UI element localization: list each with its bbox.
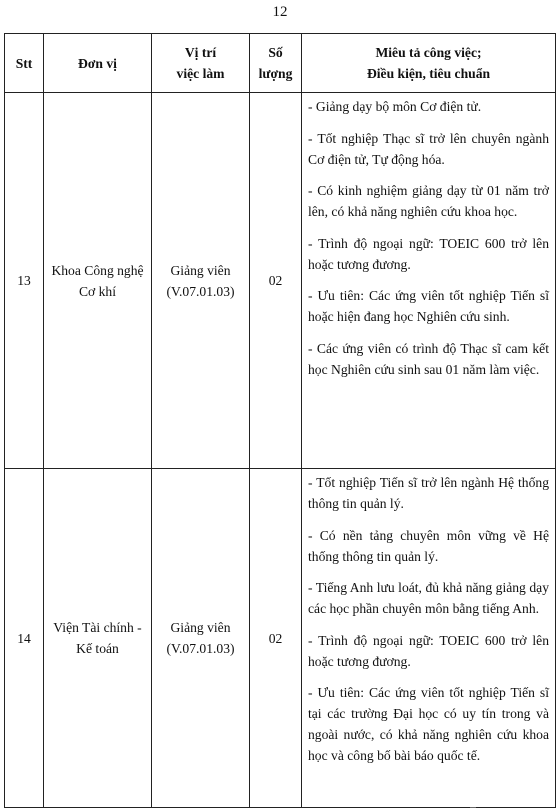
header-position-line1: Vị trí — [184, 45, 217, 60]
description-item: - Tiếng Anh lưu loát, đủ khả năng giảng dạy các học phần chuyên môn bằng tiếng Anh. — [308, 580, 549, 616]
page-number: 12 — [272, 4, 288, 20]
job-listing-table — [4, 33, 556, 808]
cell-stt: 14 — [5, 469, 44, 808]
description-item: - Có nền tảng chuyên môn vững về Hệ thống thông tin quản lý. — [308, 527, 549, 564]
table-row — [5, 93, 556, 469]
header-description-line2: Điều kiện, tiêu chuẩn — [366, 66, 491, 81]
cell-quantity: 02 — [250, 93, 302, 469]
description-item: - Ưu tiên: Các ứng viên tốt nghiệp Tiến sĩ tại các trường Đại học có uy tín trong và ngoài nước, có khả năng nghiên cứu khoa học và công bố bài báo quốc tế. — [308, 685, 549, 763]
cell-quantity: 02 — [250, 469, 302, 808]
header-description-line1: Miêu tả công việc; — [375, 45, 482, 60]
description-item: - Các ứng viên có trình độ Thạc sĩ cam kết học Nghiên cứu sinh sau 01 năm làm việc. — [308, 340, 549, 377]
header-description — [302, 34, 556, 93]
header-stt: Stt — [5, 34, 44, 93]
table-row — [5, 469, 556, 808]
header-quantity-line1: Số — [268, 45, 283, 60]
description-item: - Tốt nghiệp Tiến sĩ trở lên ngành Hệ thống thông tin quản lý. — [308, 475, 549, 511]
cell-description — [302, 469, 556, 808]
description-item: - Trình độ ngoại ngữ: TOEIC 600 trở lên hoặc tương đương. — [308, 235, 549, 272]
cell-unit: Khoa Công nghệ Cơ khí — [44, 93, 152, 469]
header-position-line2: việc làm — [176, 66, 225, 81]
cell-position: Giảng viên (V.07.01.03) — [152, 469, 250, 808]
table-header-row — [5, 34, 556, 93]
cell-stt: 13 — [5, 93, 44, 469]
description-item: - Có kinh nghiệm giảng dạy từ 01 năm trở lên, có khả năng nghiên cứu khoa học. — [308, 183, 549, 219]
cell-position: Giảng viên (V.07.01.03) — [152, 93, 250, 469]
cell-unit: Viện Tài chính - Kế toán — [44, 469, 152, 808]
header-quantity-line2: lượng — [258, 66, 293, 81]
scan-mark — [470, 807, 476, 808]
header-position — [152, 34, 250, 93]
description-item: - Trình độ ngoại ngữ: TOEIC 600 trở lên hoặc tương đương. — [308, 632, 549, 669]
description-item: - Tốt nghiệp Thạc sĩ trở lên chuyên ngành Cơ điện tử, Tự động hóa. — [308, 130, 549, 167]
header-unit: Đơn vị — [44, 34, 152, 93]
cell-description — [302, 93, 556, 469]
header-quantity — [250, 34, 302, 93]
description-item: - Ưu tiên: Các ứng viên tốt nghiệp Tiến sĩ hoặc hiện đang học Nghiên cứu sinh. — [308, 288, 549, 324]
description-item: - Giảng dạy bộ môn Cơ điện tử. — [308, 99, 482, 114]
